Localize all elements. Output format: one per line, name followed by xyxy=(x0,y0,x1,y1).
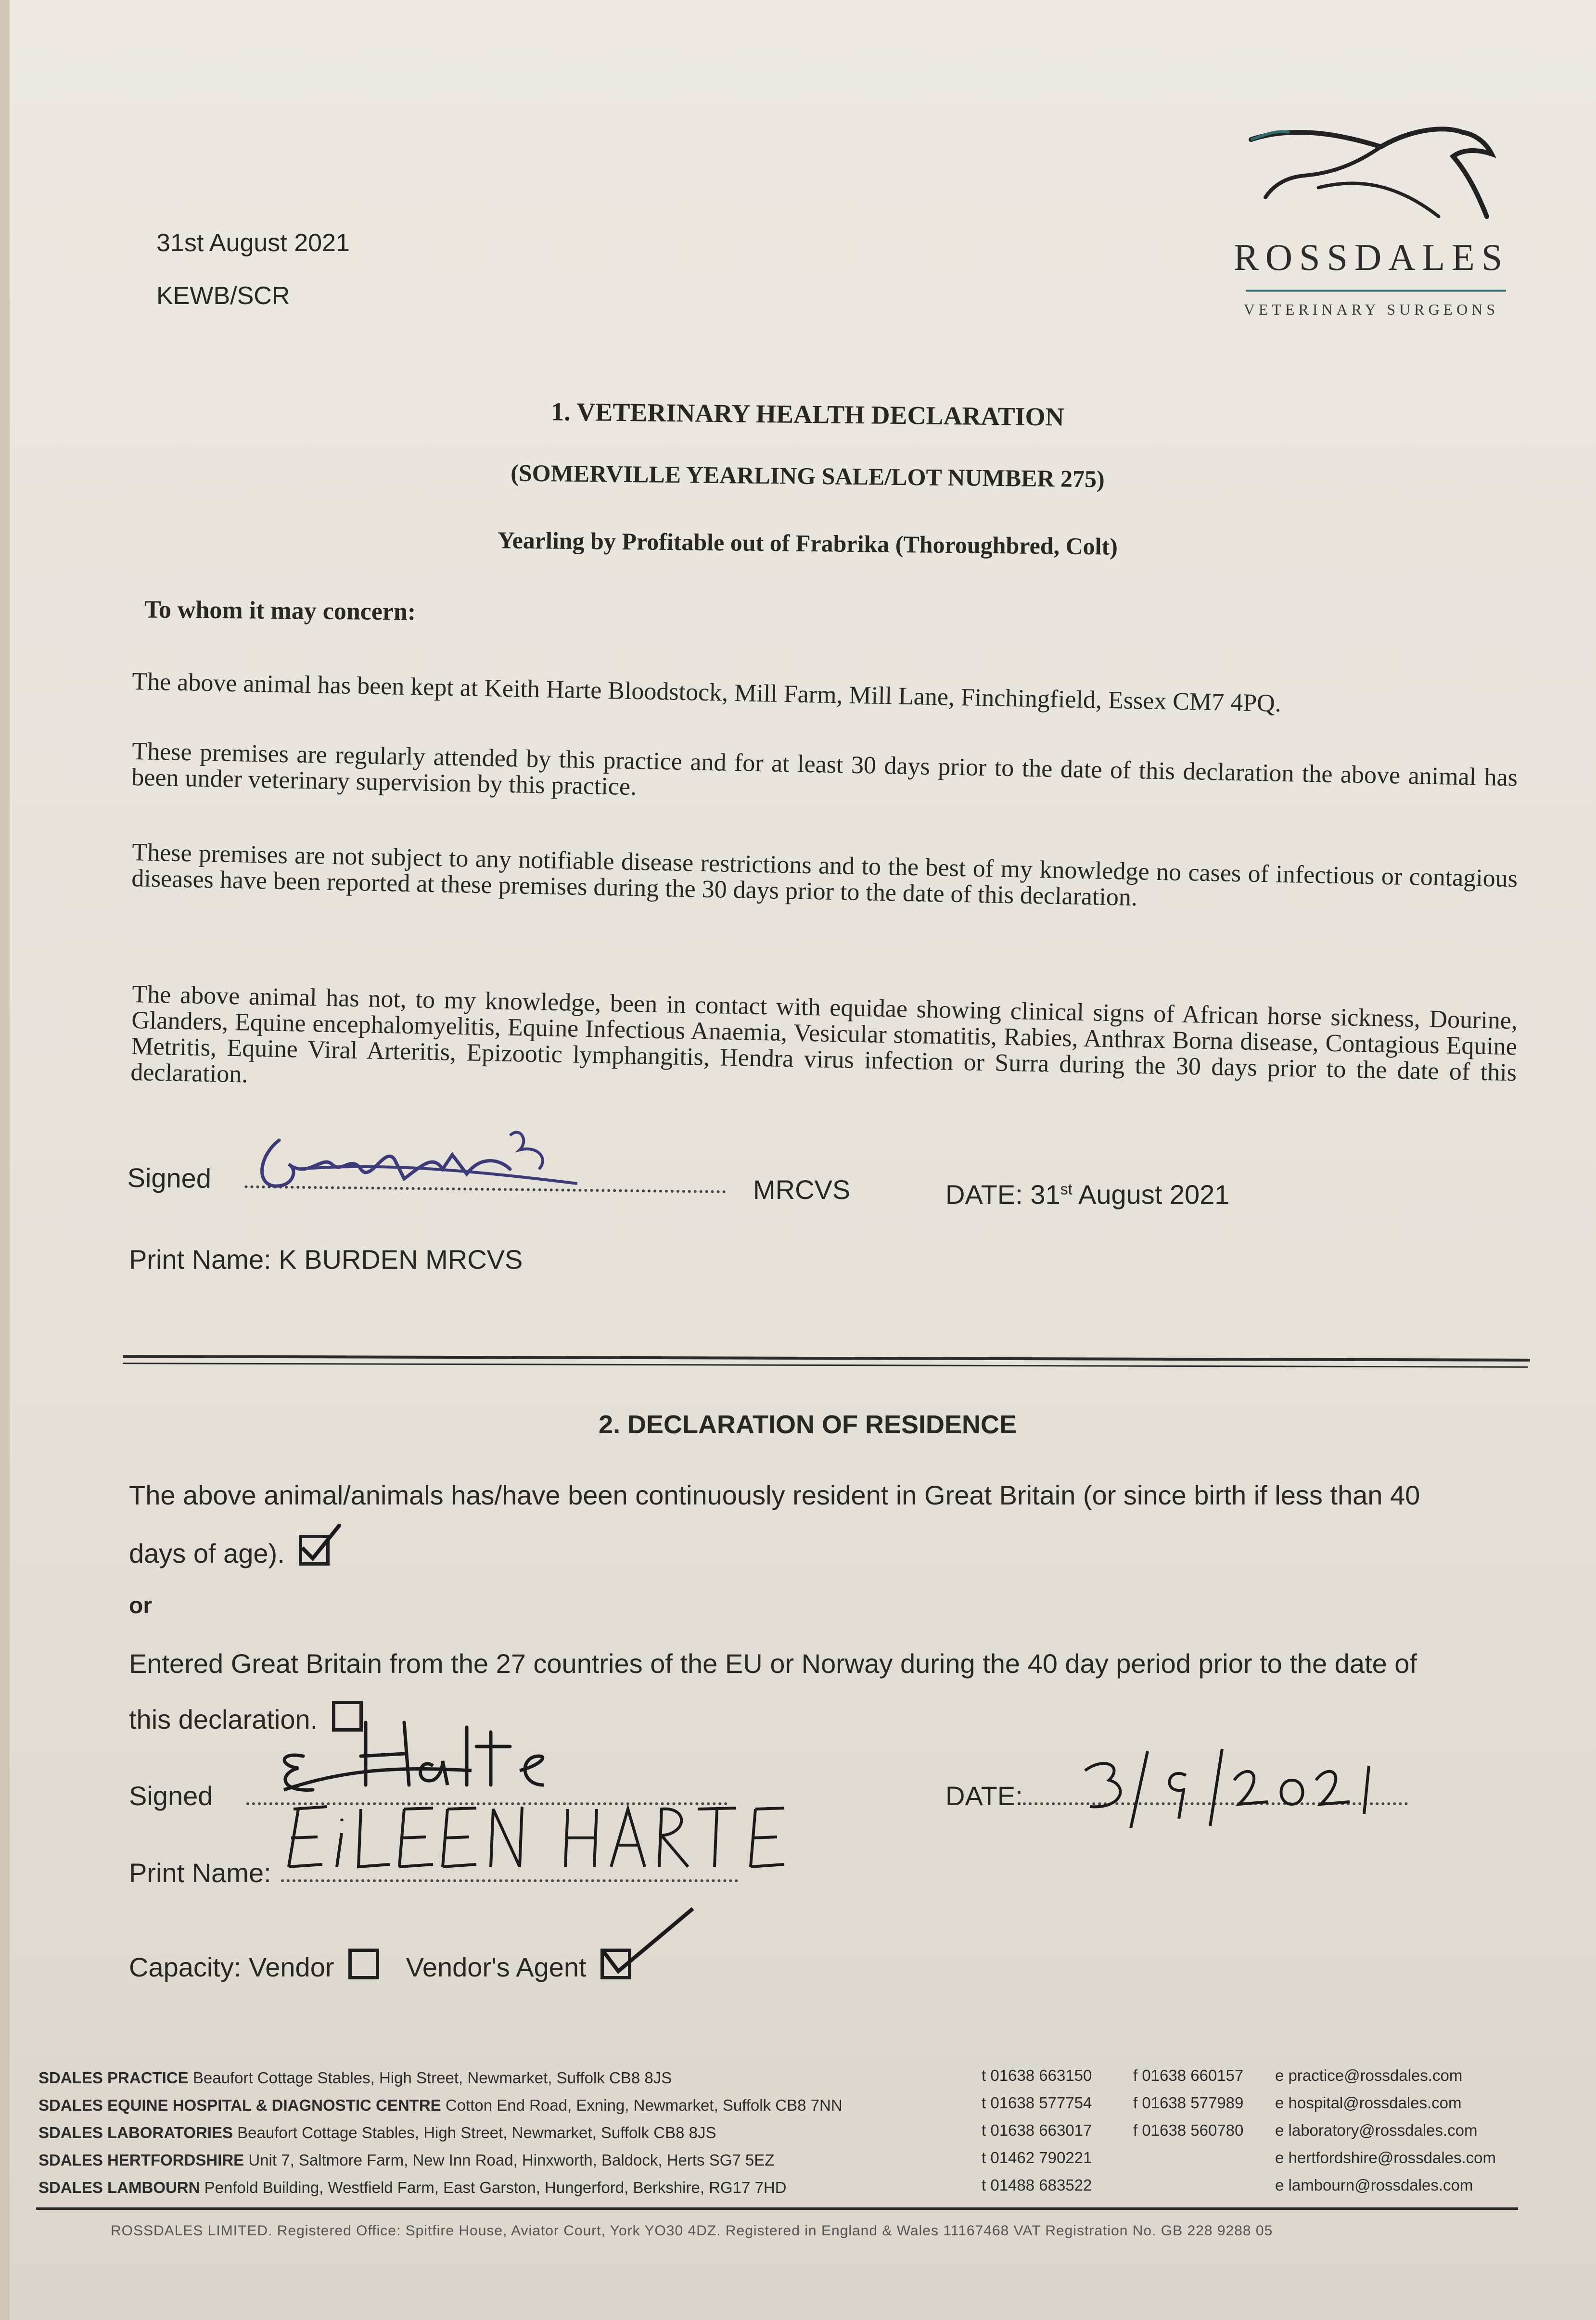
vendors-agent-label: Vendor's Agent xyxy=(406,1952,587,1982)
footer-email: e hertfordshire@rossdales.com xyxy=(1275,2149,1496,2167)
footer-site-address: Unit 7, Saltmore Farm, New Inn Road, Hinxworth, Baldock, Herts SG7 5EZ xyxy=(248,2151,775,2169)
or-label: or xyxy=(129,1593,152,1619)
vet-signed-label: Signed xyxy=(127,1162,212,1194)
vet-date-suffix: st xyxy=(1060,1180,1073,1198)
section1-title: 1. VETERINARY HEALTH DECLARATION xyxy=(551,397,1064,432)
capacity-row xyxy=(129,1949,631,1983)
resident-checkbox[interactable] xyxy=(299,1535,330,1566)
footer-fax: f 01638 577989 xyxy=(1133,2094,1244,2112)
footer-phone: t 01488 683522 xyxy=(982,2176,1092,2194)
footer-email: e laboratory@rossdales.com xyxy=(1275,2121,1478,2139)
section-divider-thin xyxy=(123,1363,1528,1368)
animal-description: Yearling by Profitable out of Frabrika (Thoroughbred, Colt) xyxy=(497,526,1118,560)
footer-fax: f 01638 660157 xyxy=(1133,2066,1244,2084)
vet-signature-icon xyxy=(241,1126,587,1198)
vendor-print-name-label: Print Name: xyxy=(129,1858,271,1888)
footer-site-address: Beaufort Cottage Stables, High Street, Newmarket, Suffolk CB8 8JS xyxy=(237,2124,716,2142)
footer-phone: t 01638 663017 xyxy=(982,2121,1092,2139)
vet-date xyxy=(945,1179,1229,1210)
residence-statement-line2 xyxy=(129,1535,330,1569)
entered-statement-end: this declaration. xyxy=(129,1704,318,1734)
vendor-print-name-line xyxy=(281,1874,738,1882)
footer-rule xyxy=(36,2207,1518,2210)
sale-lot: (SOMERVILLE YEARLING SALE/LOT NUMBER 275) xyxy=(510,459,1105,493)
mrcvs-label: MRCVS xyxy=(753,1174,851,1205)
vendor-signed-label: Signed xyxy=(129,1781,213,1811)
greeting: To whom it may concern: xyxy=(144,596,416,626)
section-divider xyxy=(123,1355,1530,1362)
vendor-date-handwriting-icon xyxy=(1075,1746,1388,1828)
entered-statement-line1: Entered Great Britain from the 27 countries of the EU or Norway during the 40 day period prior to the date of xyxy=(129,1648,1417,1679)
document-page xyxy=(10,0,1596,2320)
footer-site-name xyxy=(38,2069,672,2087)
footer-site-title: SDALES LAMBOURN xyxy=(38,2179,200,2196)
footer-site-address: Cotton End Road, Exning, Newmarket, Suffolk CB8 7NN xyxy=(445,2096,843,2114)
paragraph-disease-restrictions: These premises are not subject to any notifiable disease restrictions and to the best of my knowledge no cases of infectious or contagious diseases have been reported at these premises during the 30 days prior to the date of this declaration. xyxy=(131,839,1518,912)
vendor-checkbox[interactable] xyxy=(348,1949,379,1979)
footer-phone: t 01462 790221 xyxy=(982,2149,1092,2167)
footer-email: e practice@rossdales.com xyxy=(1275,2066,1463,2084)
footer-site-name xyxy=(38,2096,843,2115)
vendors-agent-checkbox[interactable] xyxy=(600,1949,631,1979)
logo-wordmark: ROSSDALES xyxy=(1233,236,1509,278)
residence-statement-line1: The above animal/animals has/have been continuously resident in Great Britain (or since birth if less than 40 xyxy=(129,1480,1420,1510)
horse-logo-icon xyxy=(1237,120,1506,231)
footer-site-title: SDALES HERTFORDSHIRE xyxy=(38,2151,244,2169)
section2-title: 2. DECLARATION OF RESIDENCE xyxy=(598,1410,1017,1439)
logo-subtitle: VETERINARY SURGEONS xyxy=(1243,301,1499,318)
vendor-name-handwriting-icon xyxy=(279,1799,789,1872)
footer-site-name xyxy=(38,2179,787,2197)
company-registration: ROSSDALES LIMITED. Registered Office: Spitfire House, Aviator Court, York YO30 4DZ. Registered in England & Wales 11167468 VAT Registration No. GB 228 9288 05 xyxy=(111,2223,1273,2239)
footer-site-title: SDALES LABORATORIES xyxy=(38,2124,233,2142)
check-mark-icon xyxy=(599,1899,695,1976)
footer-email: e hospital@rossdales.com xyxy=(1275,2094,1462,2112)
vet-print-name: Print Name: K BURDEN MRCVS xyxy=(129,1244,523,1275)
footer-site-address: Beaufort Cottage Stables, High Street, Newmarket, Suffolk CB8 8JS xyxy=(192,2069,672,2087)
footer-site-title: SDALES EQUINE HOSPITAL & DIAGNOSTIC CENTRE xyxy=(38,2096,441,2114)
footer-site-name xyxy=(38,2124,716,2142)
letter-date: 31st August 2021 xyxy=(156,229,350,257)
footer-phone: t 01638 577754 xyxy=(982,2094,1092,2112)
logo-rule xyxy=(1246,290,1506,292)
paragraph-contact: The above animal has not, to my knowledge, been in contact with equidae showing clinical signs of African horse sickness, Dourine, Glanders, Equine encephalomyelitis, Equine Infectious Anaemia, Vesicular stomatitis, Rabies, Anthrax Borna disease, Contagious Equine Metritis, Equine Viral Arteritis, Epizootic lymphangitis, Hendra virus infection or Surra during the 30 days prior to the date of this declaration. xyxy=(130,981,1518,1088)
paragraph-supervision: These premises are regularly attended by this practice and for at least 30 days prior to the date of this declaration the above animal has been under veterinary supervision by this practice. xyxy=(131,738,1518,801)
letter-reference: KEWB/SCR xyxy=(156,282,290,310)
vendor-signature-icon xyxy=(269,1713,606,1799)
paragraph-premises: The above animal has been kept at Keith Harte Bloodstock, Mill Farm, Mill Lane, Finchingfield, Essex CM7 4PQ. xyxy=(131,668,1282,717)
residence-statement-end: days of age). xyxy=(129,1538,285,1568)
footer-phone: t 01638 663150 xyxy=(982,2066,1092,2084)
footer-email: e lambourn@rossdales.com xyxy=(1275,2176,1473,2194)
footer-site-title: SDALES PRACTICE xyxy=(38,2069,189,2087)
vet-date-rest: August 2021 xyxy=(1072,1179,1230,1210)
vendor-date-label: DATE: xyxy=(945,1781,1023,1811)
footer-site-address: Penfold Building, Westfield Farm, East Garston, Hungerford, Berkshire, RG17 7HD xyxy=(204,2179,787,2196)
rossdales-logo xyxy=(1227,120,1516,332)
vet-date-label: DATE: 31 xyxy=(945,1179,1060,1210)
capacity-vendor-label: Capacity: Vendor xyxy=(129,1952,334,1982)
footer-site-name xyxy=(38,2151,774,2169)
footer-fax: f 01638 560780 xyxy=(1133,2121,1244,2139)
check-mark-icon xyxy=(297,1524,341,1567)
